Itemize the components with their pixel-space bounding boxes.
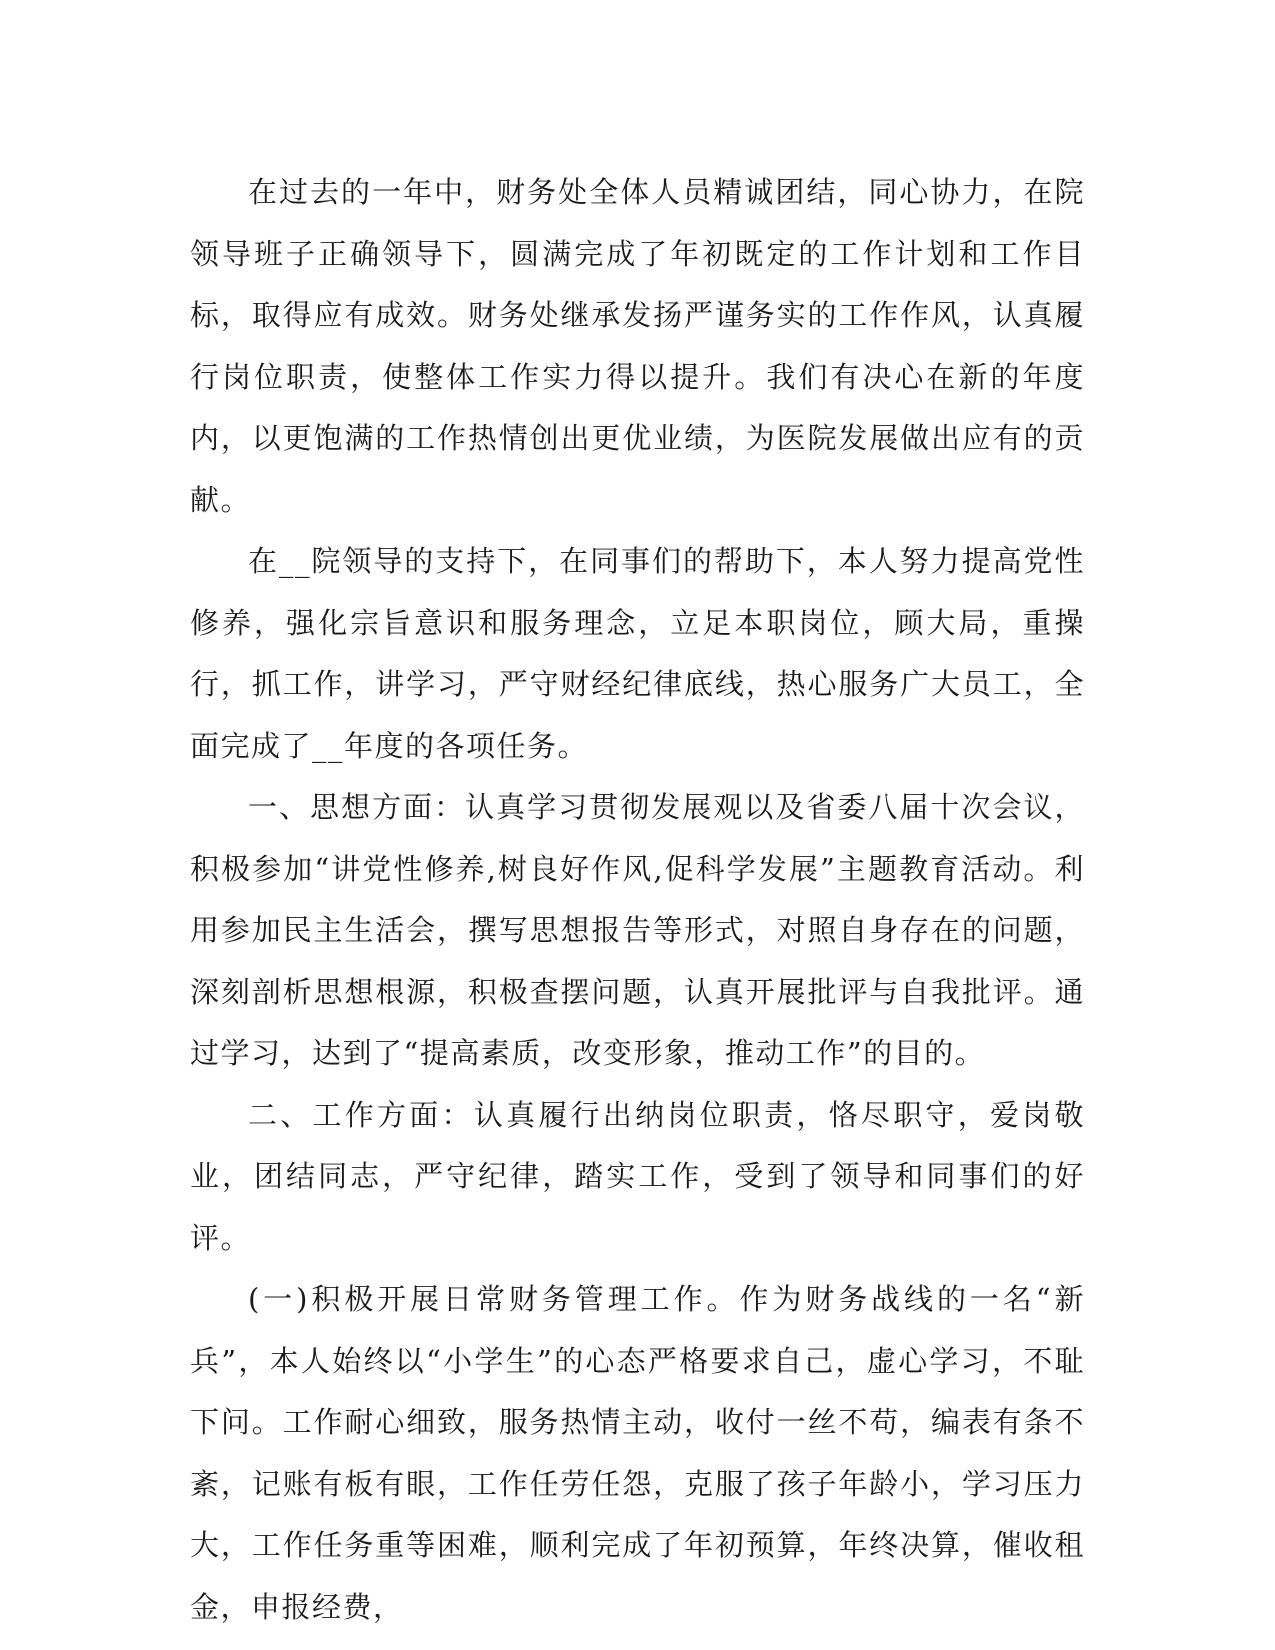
- paragraph-summary: 在__院领导的支持下，在同事们的帮助下，本人努力提高党性修养，强化宗旨意识和服务理念，立足本职岗位，顾大局，重操行，抓工作，讲学习，严守财经纪律底线，热心服务广大员工，全面完成了__年度的各项任务。: [190, 544, 1085, 763]
- paragraph-intro: 在过去的一年中，财务处全体人员精诚团结，同心协力，在院领导班子正确领导下，圆满完成了年初既定的工作计划和工作目标，取得应有成效。财务处继承发扬严谨务实的工作作风，认真履行岗位职责，使整体工作实力得以提升。我们有决心在新的年度内，以更饱满的工作热情创出更优业绩，为医院发展做出应有的贡献。: [190, 175, 1085, 517]
- paragraph-daily-finance: (一)积极开展日常财务管理工作。作为财务战线的一名“新兵”，本人始终以“小学生”的心态严格要求自己，虚心学习，不耻下问。工作耐心细致，服务热情主动，收付一丝不苟，编表有条不紊，记账有板有眼，工作任劳任怨，克服了孩子年龄小，学习压力大，工作任务重等困难，顺利完成了年初预算，年终决算，催收租金，申报经费，: [190, 1282, 1085, 1624]
- paragraph-thought: 一、思想方面：认真学习贯彻发展观以及省委八届十次会议，积极参加“讲党性修养,树良好作风,促科学发展”主题教育活动。利用参加民主生活会，撰写思想报告等形式，对照自身存在的问题，深刻剖析思想根源，积极查摆问题，认真开展批评与自我批评。通过学习，达到了“提高素质，改变形象，推动工作”的目的。: [190, 790, 1085, 1070]
- document-body: [190, 162, 1085, 1638]
- paragraph-work: 二、工作方面：认真履行出纳岗位职责，恪尽职守，爱岗敬业，团结同志，严守纪律，踏实工作，受到了领导和同事们的好评。: [190, 1097, 1085, 1255]
